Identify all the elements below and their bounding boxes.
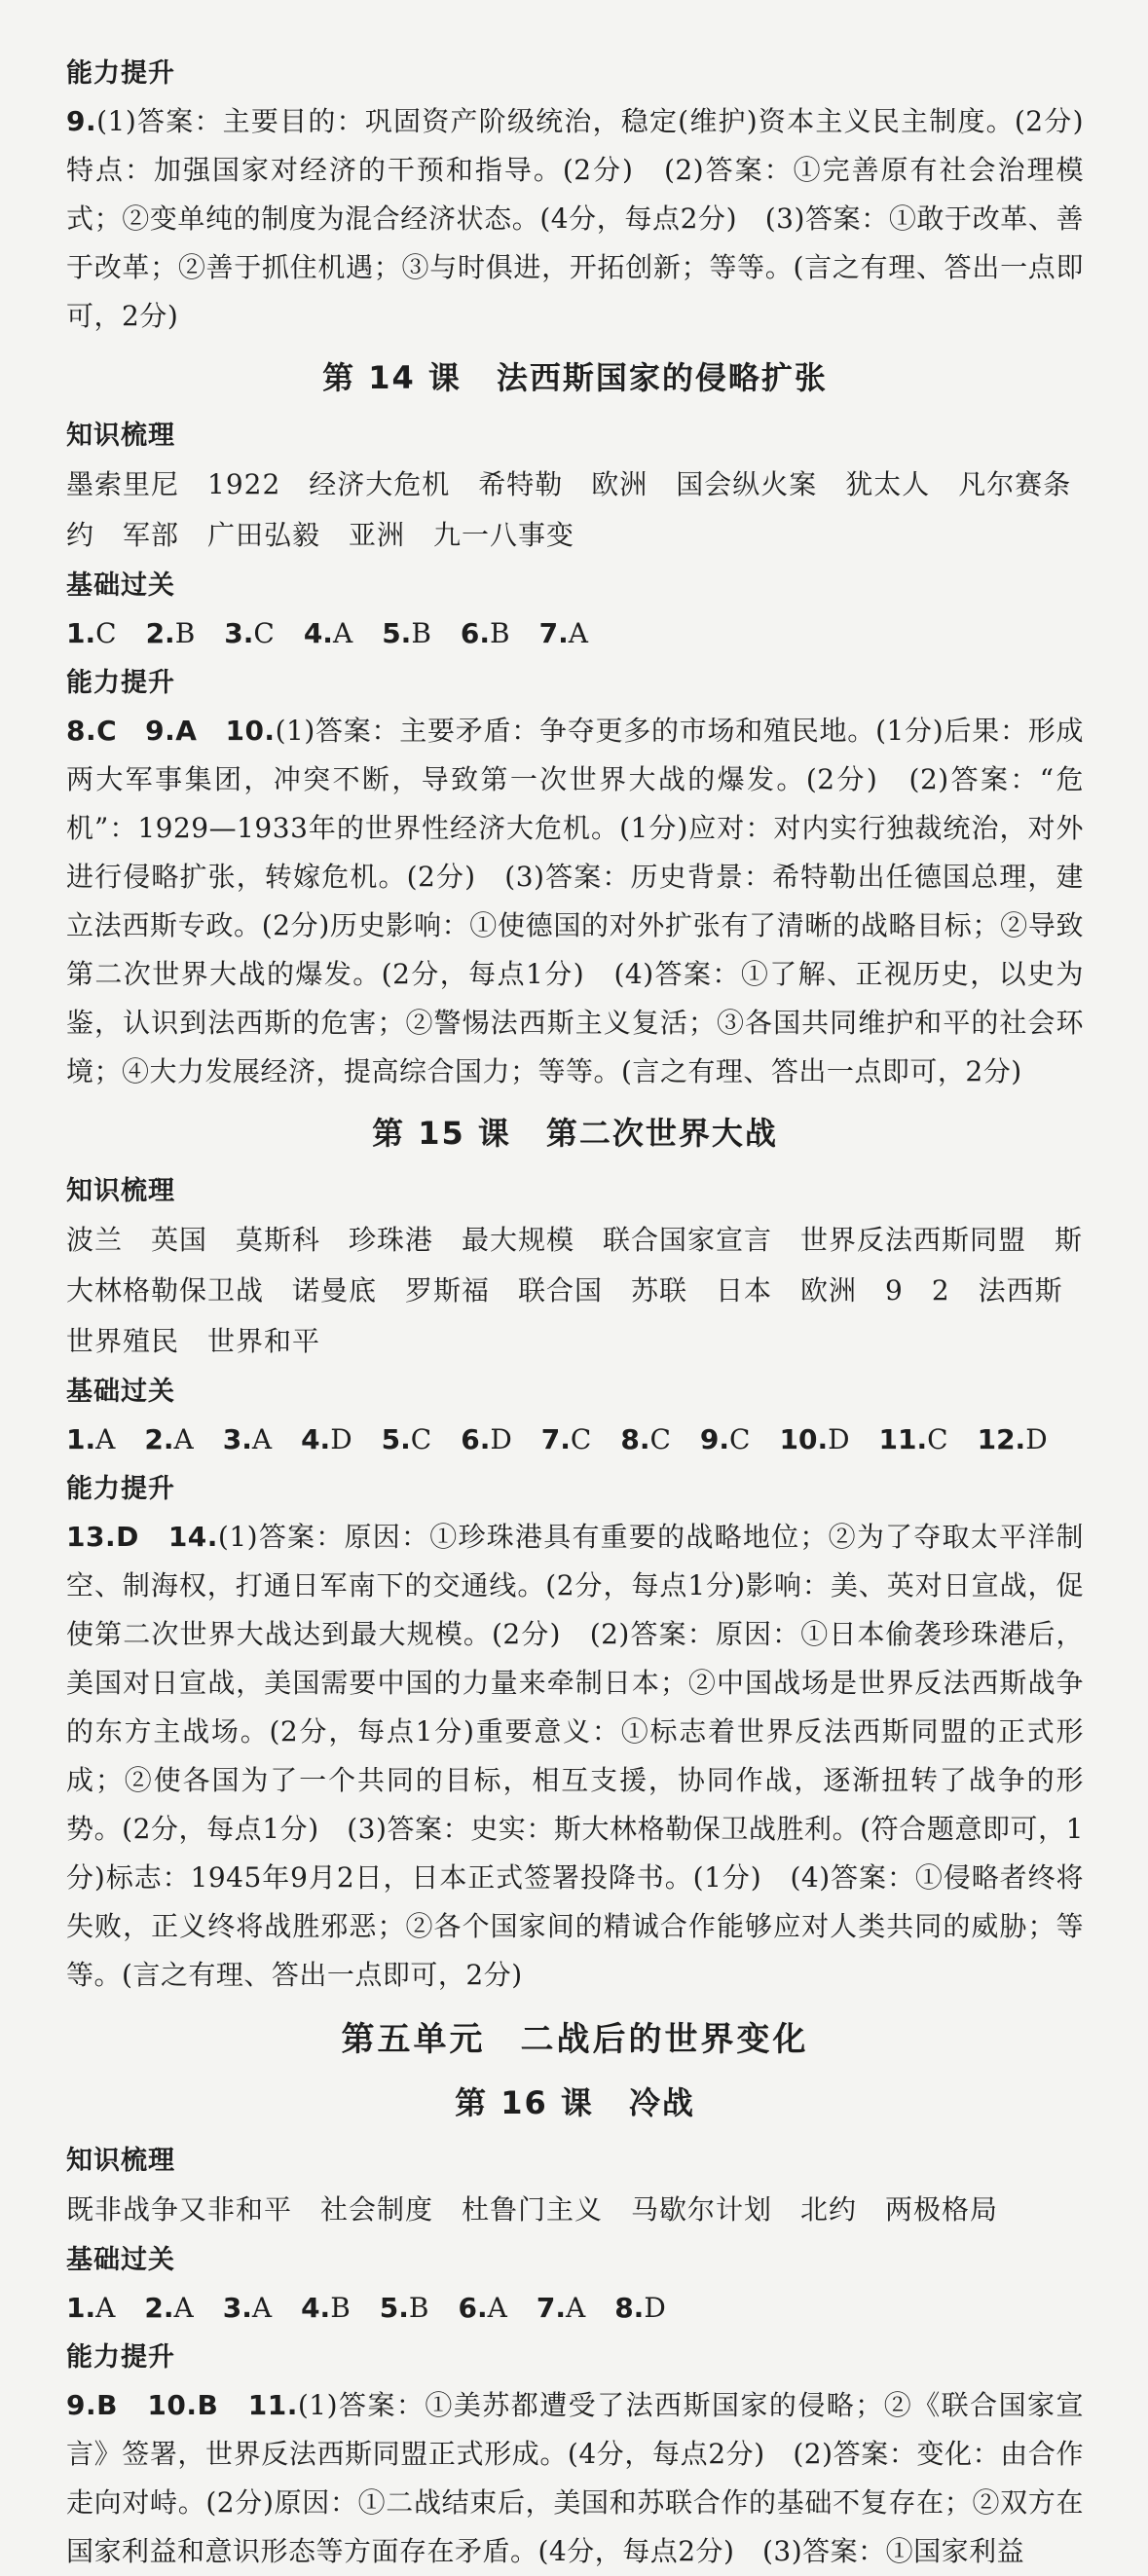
choice-letter: B [411,617,431,649]
choice-letter: C [927,1423,948,1455]
choice-answer [614,2292,666,2324]
knowledge-keywords: 波兰 英国 莫斯科 珍珠港 最大规模 联合国家宣言 世界反法西斯同盟 斯大林格勒保卫战 诺曼底 罗斯福 联合国 苏联 日本 欧洲 9 2 法西斯 世界殖民 世界和平 [66,1224,1092,1357]
choice-letter: B [490,617,510,649]
choice-letter: A [173,2292,194,2324]
choice-answer [224,617,275,649]
choice-number: 12. [977,1423,1026,1455]
choice-letter: A [173,1423,194,1455]
choice-number: 4. [301,2292,331,2324]
choice-answer [620,1423,671,1455]
lesson-title-15 [66,1108,1084,1159]
choice-letter: D [490,1423,512,1455]
choice-answer [301,2292,351,2324]
choice-letter: D [1025,1423,1048,1455]
answer-text: (1)答案：主要目的：巩固资产阶级统治，稳定(维护)资本主义民主制度。(2分)特点：加强国家对经济的干预和指导。(2分) (2)答案：①完善原有社会治理模式；②变单纯的制度为混合经济状态。(4分，每点2分) (3)答案：①敢于改革、善于改革；②善于抓住机遇；③与时俱进，开拓创新；等等。(言之有理、答出一点即可，2分) [66,105,1084,332]
multiple-choice-answers [66,609,1084,658]
section-heading-knowledge: 知识梳理 [66,2146,175,2176]
section-heading-basic: 基础过关 [66,1377,175,1407]
choice-number: 2. [145,617,175,649]
section-heading-ability: 能力提升 [66,668,175,698]
question-number: 9. [66,105,97,137]
choice-letter: A [95,2292,116,2324]
choice-number: 2. [144,2292,174,2324]
choice-number: 9. [699,1423,730,1455]
choice-number: 1. [66,2292,96,2324]
choice-letter: A [95,1423,116,1455]
choice-number: 3. [222,2292,252,2324]
choice-number: 11. [878,1423,928,1455]
choice-letter: D [828,1423,850,1455]
choice-number: 1. [66,617,96,649]
choice-answer [380,2292,429,2324]
question-number: 8.C 9.A 10. [66,715,276,747]
choice-answer [146,617,196,649]
choice-number: 4. [301,1423,331,1455]
choice-letter: A [251,1423,273,1455]
choice-answer [304,617,352,649]
choice-answer [144,1423,193,1455]
choice-letter: A [332,617,353,649]
choice-letter: C [570,1423,592,1455]
knowledge-keywords: 墨索里尼 1922 经济大危机 希特勒 欧洲 国会纵火案 犹太人 凡尔赛条约 军部 广田弘毅 亚洲 九一八事变 [66,468,1072,551]
unit-name: 二战后的世界变化 [520,2020,809,2059]
choice-letter: C [729,1423,751,1455]
answer-paragraph-q9 [66,97,1084,341]
answer-text: (1)答案：原因：①珍珠港具有重要的战略地位；②为了夺取太平洋制空、制海权，打通日军南下的交通线。(2分，每点1分)影响：美、英对日宣战，促使第二次世界大战达到最大规模。(2分) (2)答案：原因：①日本偷袭珍珠港后，美国对日宣战，美国需要中国的力量来牵制日本；②中国战场是世界反法西斯战争的东方主战场。(2分，每点1分)重要意义：①标志着世界反法西斯同盟的正式形成；②使各国为了一个共同的目标，相互支援，协同作战，逐渐扭转了战争的形势。(2分，每点1分) (3)答案：史实：斯大林格勒保卫战胜利。(符合题意即可，1分)标志：1945年9月2日，日本正式签署投降书。(1分) (4)答案：①侵略者终将失败，正义终将战胜邪恶；②各个国家间的精诚合作能够应对人类共同的威胁；等等。(言之有理、答出一点即可，2分) [66,1521,1084,1991]
choice-answer [223,1423,272,1455]
answer-text: (1)答案：主要矛盾：争夺更多的市场和殖民地。(1分)后果：形成两大军事集团，冲突不断，导致第一次世界大战的爆发。(2分) (2)答案：“危机”：1929—1933年的世界性经济大危机。(1分)应对：对内实行独裁统治，对外进行侵略扩张，转嫁危机。(2分) (3)答案：历史背景：希特勒出任德国总理，建立法西斯专政。(2分)历史影响：①使德国的对外扩张有了清晰的战略目标；②导致第二次世界大战的爆发。(2分，每点1分) (4)答案：①了解、正视历史，以史为鉴，认识到法西斯的危害；②警惕法西斯主义复活；③各国共同维护和平的社会环境；④大力发展经济，提高综合国力；等等。(言之有理、答出一点即可，2分) [66,715,1085,1087]
choice-number: 5. [379,2292,409,2324]
section-heading-knowledge: 知识梳理 [66,421,175,451]
choice-number: 6. [461,1423,491,1455]
choice-letter: A [568,617,588,649]
lesson-number: 第 16 课 [455,2084,594,2121]
choice-answer [461,617,510,649]
lesson-number: 第 14 课 [322,359,462,396]
choice-number: 3. [222,1423,252,1455]
choice-letter: B [174,617,196,649]
choice-number: 6. [458,2292,488,2324]
section-heading-ability: 能力提升 [66,1474,175,1504]
unit-title-5 [66,2013,1084,2066]
lesson-name: 冷战 [628,2084,695,2121]
choice-letter: A [565,2292,586,2324]
multiple-choice-answers [66,2284,1084,2333]
section-heading-knowledge: 知识梳理 [66,1176,175,1206]
lesson-name: 第二次世界大战 [545,1115,778,1152]
choice-number: 3. [224,617,254,649]
answer-text: (1)答案：①美苏都遭受了法西斯国家的侵略；②《联合国家宣言》签署，世界反法西斯同盟正式形成。(4分，每点2分) (2)答案：变化：由合作走向对峙。(2分)原因：①二战结束后，美国和苏联合作的基础不复存在；②双方在国家利益和意识形态等方面存在矛盾。(4分，每点2分) (3)答案：①国家利益 [66,2389,1084,2567]
choice-answer [978,1423,1048,1455]
choice-letter: A [487,2292,507,2324]
choice-letter: A [251,2292,273,2324]
choice-answer [66,1423,115,1455]
choice-number: 7. [538,617,569,649]
choice-number: 2. [144,1423,174,1455]
choice-answer [461,1423,512,1455]
choice-number: 7. [540,1423,571,1455]
choice-answer [301,1423,352,1455]
knowledge-keywords: 既非战争又非和平 社会制度 杜鲁门主义 马歇尔计划 北约 两极格局 [66,2193,999,2226]
section-heading-basic: 基础过关 [66,2245,175,2275]
choice-letter: D [644,2292,666,2324]
choice-letter: B [408,2292,429,2324]
choice-number: 5. [381,1423,411,1455]
section-heading-ability: 能力提升 [66,58,175,89]
answer-paragraph-q14 [66,1513,1084,2000]
lesson-title-16 [66,2078,1084,2128]
choice-number: 10. [779,1423,829,1455]
choice-letter: C [95,617,117,649]
lesson-name: 法西斯国家的侵略扩张 [496,359,828,396]
choice-letter: B [330,2292,351,2324]
choice-answer [382,1423,432,1455]
choice-answer [458,2292,506,2324]
answer-paragraph-q11 [66,2381,1084,2576]
choice-number: 5. [382,617,412,649]
choice-letter: C [410,1423,432,1455]
answer-paragraph-q10 [66,707,1084,1096]
unit-number: 第五单元 [341,2020,486,2059]
choice-number: 8. [620,1423,650,1455]
choice-letter: D [330,1423,352,1455]
choice-answer [539,617,588,649]
section-heading-basic: 基础过关 [66,570,175,601]
choice-answer [223,2292,272,2324]
question-number: 13.D 14. [66,1521,218,1553]
choice-answer [700,1423,751,1455]
choice-answer [382,617,431,649]
choice-number: 1. [66,1423,96,1455]
choice-answer [779,1423,849,1455]
choice-number: 4. [303,617,333,649]
multiple-choice-answers [66,1416,1084,1464]
choice-answer [144,2292,193,2324]
question-number: 9.B 10.B 11. [66,2389,298,2421]
choice-number: 7. [536,2292,566,2324]
choice-letter: C [649,1423,671,1455]
choice-number: 8. [614,2292,645,2324]
choice-answer [66,617,117,649]
lesson-title-14 [66,352,1084,403]
choice-answer [879,1423,948,1455]
choice-answer [537,2292,585,2324]
choice-number: 6. [460,617,491,649]
choice-answer [66,2292,115,2324]
choice-answer [541,1423,592,1455]
lesson-number: 第 15 课 [372,1115,511,1152]
section-heading-ability: 能力提升 [66,2342,175,2373]
choice-letter: C [253,617,275,649]
